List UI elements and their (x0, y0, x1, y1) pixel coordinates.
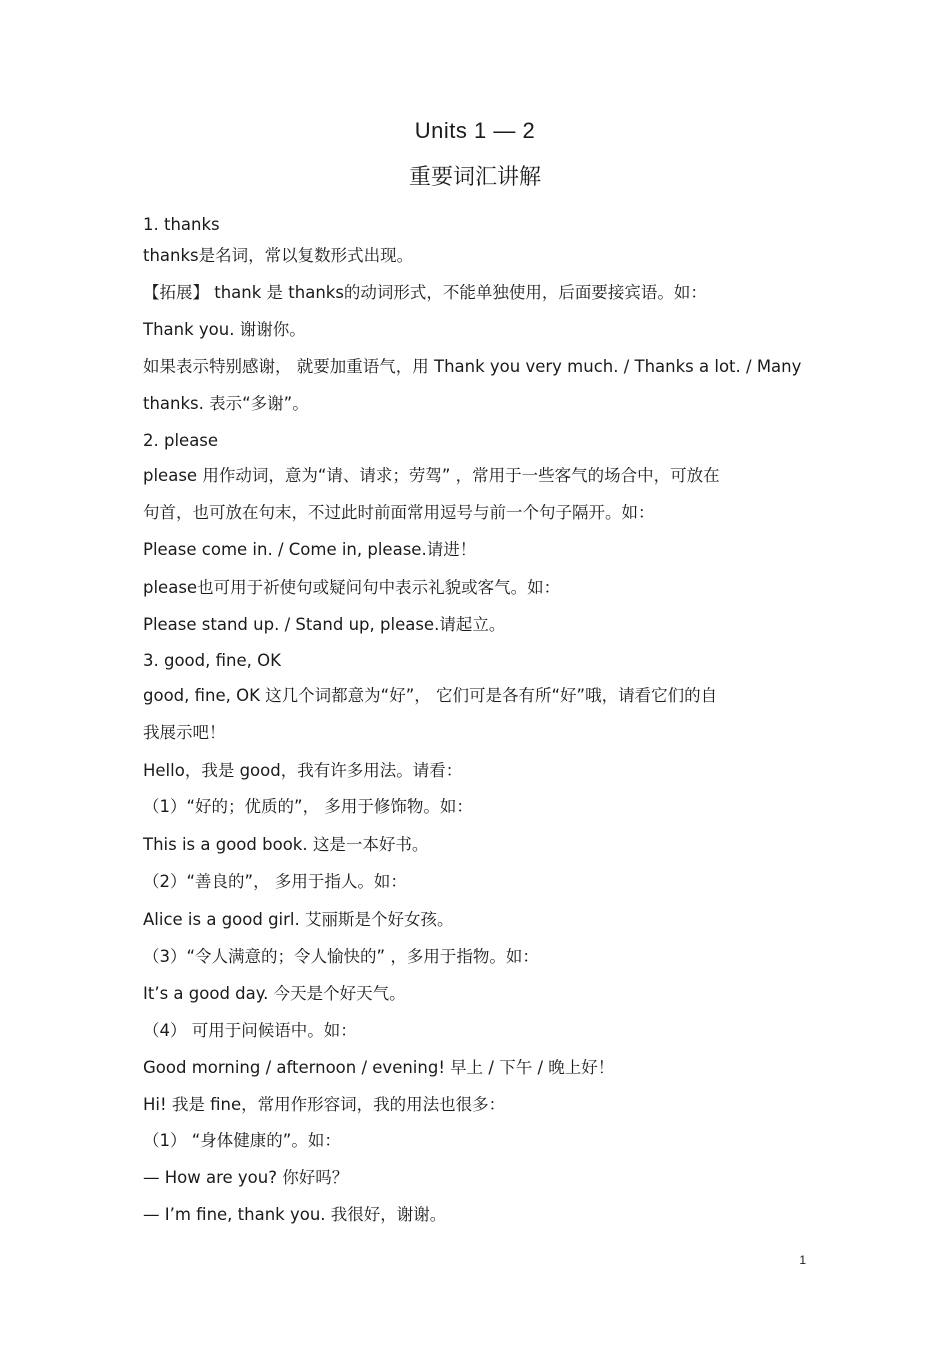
example-line: Please stand up. / Stand up, please.请起立。 (143, 615, 506, 634)
paragraph-line: good, fine, OK 这几个词都意为“好”， 它们可是各有所“好”哦，请看它们的自 (143, 686, 718, 705)
paragraph-line: Hello，我是 good，我有许多用法。请看： (143, 761, 463, 780)
heading-please: 2. please (143, 431, 219, 450)
paragraph-line: thanks是名词，常以复数形式出现。 (143, 246, 414, 265)
example-line: — How are you? 你好吗？ (143, 1168, 349, 1187)
list-item: （4） 可用于问候语中。如： (143, 1021, 357, 1040)
paragraph-line: thanks. 表示“多谢”。 (143, 394, 309, 413)
paragraph-line: 我展示吧！ (143, 723, 226, 742)
list-item: （1） “身体健康的”。如： (143, 1131, 341, 1150)
paragraph-line: 句首，也可放在句末，不过此时前面常用逗号与前一个句子隔开。如： (143, 503, 655, 522)
page-subtitle: 重要词汇讲解 (408, 165, 541, 190)
example-line: Alice is a good girl. 艾丽斯是个好女孩。 (143, 910, 454, 929)
list-item: （2）“善良的”， 多用于指人。如： (143, 872, 407, 891)
page-number: 1 (799, 1253, 806, 1267)
example-line: This is a good book. 这是一本好书。 (143, 835, 429, 854)
example-line: Please come in. / Come in, please.请进！ (143, 540, 477, 559)
example-line: Good morning / afternoon / evening! 早上 / 下午 / 晚上好！ (143, 1058, 615, 1077)
example-line: It’s a good day. 今天是个好天气。 (143, 984, 406, 1003)
heading-thanks: 1. thanks (143, 215, 220, 234)
paragraph-line: please 用作动词，意为“请、请求；劳驾” ，常用于一些客气的场合中，可放在 (143, 466, 720, 485)
paragraph-line: 【拓展】 thank 是 thanks的动词形式，不能单独使用，后面要接宾语。如： (143, 283, 707, 302)
document-body (143, 210, 823, 1239)
paragraph-line: please也可用于祈使句或疑问句中表示礼貌或客气。如： (143, 578, 561, 597)
list-item: （1）“好的；优质的”， 多用于修饰物。如： (143, 797, 473, 816)
heading-good-fine-ok: 3. good, fine, OK (143, 651, 281, 670)
paragraph-line: Hi! 我是 fine，常用作形容词，我的用法也很多： (143, 1095, 506, 1114)
example-line: Thank you. 谢谢你。 (143, 320, 306, 339)
paragraph-line: 如果表示特别感谢， 就要加重语气，用 Thank you very much. / Thanks a lot. / Many (143, 357, 802, 376)
list-item: （3）“令人满意的；令人愉快的” ，多用于指物。如： (143, 947, 539, 966)
page-title: Units 1 — 2 (414, 118, 536, 143)
example-line: — I’m fine, thank you. 我很好，谢谢。 (143, 1205, 447, 1224)
